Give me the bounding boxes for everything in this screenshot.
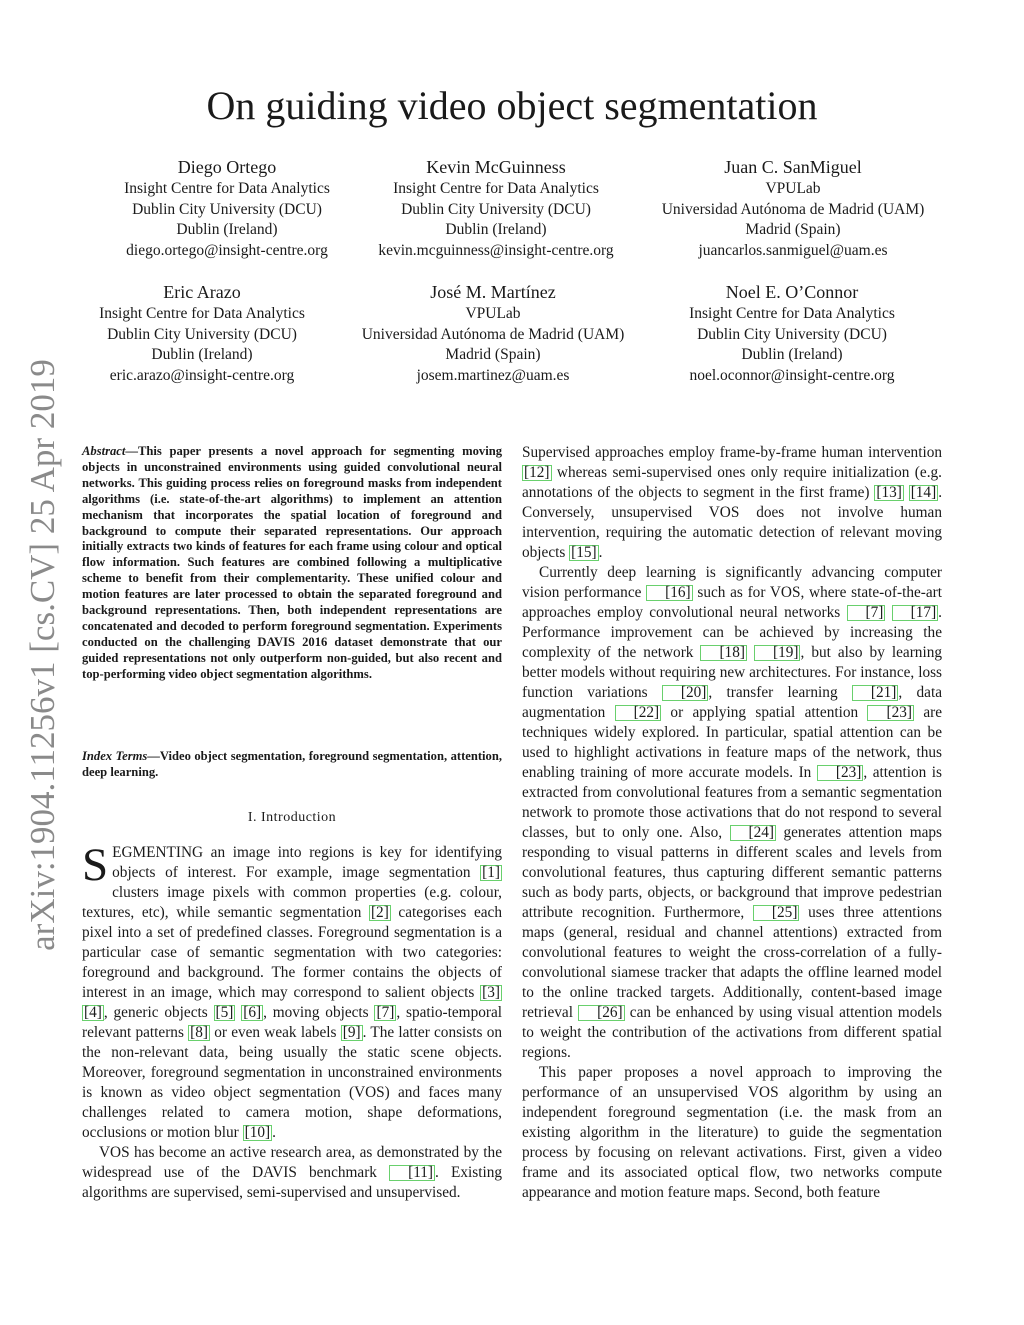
index-terms xyxy=(82,749,502,781)
text-run: , generic objects xyxy=(103,1004,214,1021)
citation-link[interactable]: [21] xyxy=(852,685,899,701)
text-run: This paper proposes a novel approach to improving the performance of an unsupervised VOS algorithm by using an independent foreground segmentation (i.e. the mask from an existing algorithm in the literature) to guide the segmentation process by focusing on relevant activations. First, given a video frame and its associated optical flow, two networks compute appearance and motion feature maps. Second, both feature xyxy=(522,1064,942,1201)
citation-link[interactable]: [9] xyxy=(342,1024,361,1041)
paragraph-body xyxy=(82,839,502,1141)
citation-link[interactable]: [12] xyxy=(524,464,550,481)
citation-link[interactable]: [14] xyxy=(910,484,937,501)
citation-link[interactable]: [26] xyxy=(578,1005,625,1021)
right-column xyxy=(522,443,942,1203)
text-run: Currently deep learning is significantly advancing computer vision performance xyxy=(522,564,942,601)
text-run: categorises each pixel into a set of predefined classes. Foreground segmentation is a particular case of semantic segmentation with two categories: foreground and background. The former contains the objects of interest in an image, which may correspond to salient objects xyxy=(82,904,502,1001)
citation-link[interactable]: [7] xyxy=(376,1004,395,1021)
author-name: Eric Arazo xyxy=(163,282,241,302)
citation-link[interactable]: [23] xyxy=(817,765,864,781)
text-run: . xyxy=(598,544,603,561)
author-location: Madrid (Spain) xyxy=(745,221,841,239)
paragraph-body xyxy=(522,444,942,561)
citation-link[interactable]: [8] xyxy=(190,1024,208,1041)
citation-link[interactable]: [2] xyxy=(370,904,389,921)
citation-link[interactable]: [22] xyxy=(615,705,662,721)
citation-link[interactable]: [6] xyxy=(243,1004,262,1021)
author-name: Diego Ortego xyxy=(177,157,277,177)
text-run: are techniques widely explored. In particular, spatial attention can be used to highlight activations in feature maps of the network, thus enabling training of more accurate models. In xyxy=(522,704,942,781)
author-block xyxy=(643,156,943,261)
author-block xyxy=(52,281,352,386)
citation-link[interactable]: [7] xyxy=(847,605,886,621)
author-name: José M. Martínez xyxy=(430,282,556,302)
text-run: VOS has become an active research area, as demonstrated by the widespread use of the DAVIS benchmark xyxy=(82,1144,502,1181)
author-affiliation: Universidad Autónoma de Madrid (UAM) xyxy=(361,325,625,343)
author-affiliation: Dublin City University (DCU) xyxy=(107,325,297,343)
author-name: Juan C. SanMiguel xyxy=(724,157,862,177)
text-run: . xyxy=(272,1124,276,1141)
drop-cap: S xyxy=(82,839,109,891)
author-email[interactable]: diego.ortego@insight-centre.org xyxy=(126,241,328,259)
text-run: , moving objects xyxy=(263,1004,375,1021)
intro-paragraph-1 xyxy=(82,839,502,1143)
text-run: clusters image pixels with common properties (e.g. colour, textures, etc), while semantic segmentation xyxy=(82,884,502,921)
paragraph-body xyxy=(522,564,942,1061)
text-run: uses three attentions maps (general, residual and channel attentions) extracted from convolutional features to weight the cross-correlation of a fully-convolutional siamese tracker that adapts the offline learned model to the online tracked targets. Additionally, content-based image retrieval xyxy=(522,904,942,1021)
author-affiliation: Dublin City University (DCU) xyxy=(132,200,322,218)
citation-link[interactable]: [11] xyxy=(389,1165,435,1181)
citation-link[interactable]: [18] xyxy=(700,645,747,661)
citation-link[interactable]: [13] xyxy=(876,484,902,501)
text-run: Supervised approaches employ frame-by-frame human intervention xyxy=(522,444,942,461)
text-run: , but also by learning better models without requiring new architectures. For instance, loss function variations xyxy=(522,644,942,701)
citation-link[interactable]: [10] xyxy=(244,1124,271,1141)
citation-link[interactable]: [3] xyxy=(482,984,500,1001)
index-terms-text: —Video object segmentation, foreground segmentation, attention, deep learning. xyxy=(82,749,502,779)
author-location: Dublin (Ireland) xyxy=(151,346,253,364)
paper-title: On guiding video object segmentation xyxy=(206,83,818,128)
citation-link[interactable]: [16] xyxy=(646,585,693,601)
index-terms-label: Index Terms xyxy=(82,749,148,763)
citation-link[interactable]: [5] xyxy=(215,1004,234,1021)
author-email[interactable]: eric.arazo@insight-centre.org xyxy=(109,366,295,384)
abstract-label: Abstract xyxy=(82,444,126,458)
author-affiliation: Insight Centre for Data Analytics xyxy=(124,180,330,197)
citation-link[interactable]: [17] xyxy=(892,605,939,621)
author-block xyxy=(77,156,377,261)
author-email[interactable]: josem.martinez@uam.es xyxy=(416,366,570,384)
text-run: can be enhanced by using visual attention models to weight the contribution of the activations from different spatial regions. xyxy=(522,1004,942,1061)
author-affiliation: VPULab xyxy=(465,305,521,322)
author-location: Dublin (Ireland) xyxy=(445,221,547,239)
author-block xyxy=(346,156,646,261)
intro-paragraph-4 xyxy=(522,563,942,1063)
author-email[interactable]: juancarlos.sanmiguel@uam.es xyxy=(698,241,888,259)
text-run: . Existing algorithms are supervised, semi-supervised and unsupervised. xyxy=(82,1164,502,1201)
text-run: , spatio-temporal relevant patterns xyxy=(82,1004,502,1041)
author-block xyxy=(343,281,643,386)
text-run: whereas semi-supervised ones only require initialization (e.g. annotations of the objects to segment in the first frame) xyxy=(522,464,942,501)
abstract-text: —This paper presents a novel approach for segmenting moving objects in unconstrained environments using guided convolutional neural networks. This guiding process relies on foreground masks from independent algorithms (i.e. state-of-the-art algorithms) to implement an attention mechanism that incorporates the spatial location of foreground and background to compute their separated representations. Our approach initially extracts two kinds of features for each frame using colour and optical flow information. Such features are combined following a multiplicative scheme to benefit from their complementarity. These unified colour and motion features are later processed to obtain the separated foreground and background representations. Then, both independent representations are concatenated and decoded to perform foreground segmentation. Experiments conducted on the challenging DAVIS 2016 dataset demonstrate that our guided representations not only outperform non-guided, but also recent and top-performing video object segmentation algorithms. xyxy=(82,444,502,681)
intro-paragraph-2 xyxy=(82,1143,502,1203)
text-run: , data augmentation xyxy=(522,684,942,721)
author-email[interactable]: kevin.mcguinness@insight-centre.org xyxy=(378,241,614,259)
citation-link[interactable]: [4] xyxy=(84,1004,102,1021)
abstract xyxy=(82,444,502,683)
author-affiliation: Dublin City University (DCU) xyxy=(401,200,591,218)
text-run: , attention is extracted from convolutional features from a semantic segmentation network to promote those activations that do not respond to several classes, but to only one. Also, xyxy=(522,764,942,841)
author-affiliation: Insight Centre for Data Analytics xyxy=(689,305,895,322)
citation-link[interactable]: [24] xyxy=(730,825,777,841)
text-run: generates attention maps responding to visual patterns in different scales and levels from convolutional features, thus capturing different semantic patterns such as body parts, objects, or background that improve pedestrian attribute recognition. Furthermore, xyxy=(522,824,942,921)
citation-link[interactable]: [20] xyxy=(662,685,709,701)
text-run: . Performance improvement can be achieved by increasing the complexity of the network xyxy=(522,604,942,661)
citation-link[interactable]: [23] xyxy=(867,705,914,721)
author-affiliation: Insight Centre for Data Analytics xyxy=(393,180,599,197)
text-run: or even weak labels xyxy=(210,1024,341,1041)
author-name: Noel E. O’Connor xyxy=(725,282,859,302)
intro-paragraph-3 xyxy=(522,443,942,563)
intro-paragraph-5 xyxy=(522,1063,942,1203)
author-affiliation: VPULab xyxy=(765,180,821,197)
author-affiliation: Dublin City University (DCU) xyxy=(697,325,887,343)
author-affiliation: Universidad Autónoma de Madrid (UAM) xyxy=(661,200,925,218)
left-column xyxy=(82,839,502,1203)
text-run xyxy=(747,644,754,661)
text-run: , transfer learning xyxy=(708,684,852,701)
citation-link[interactable]: [15] xyxy=(571,544,597,561)
text-run: EGMENTING an image into regions is key for identifying objects of interest. For example, image segmentation xyxy=(112,844,502,881)
text-run: such as for VOS, where state-of-the-art approaches employ convolutional neural networks xyxy=(522,584,942,621)
author-location: Madrid (Spain) xyxy=(445,346,541,364)
citation-link[interactable]: [25] xyxy=(753,905,800,921)
citation-link[interactable]: [1] xyxy=(482,864,500,881)
author-location: Dublin (Ireland) xyxy=(741,346,843,364)
section-heading: I. Introduction xyxy=(247,810,337,825)
text-run: . Conversely, unsupervised VOS does not involve human intervention, requiring the automatic detection of relevant moving objects xyxy=(522,484,943,561)
author-name: Kevin McGuinness xyxy=(426,157,566,177)
paragraph-body xyxy=(522,1064,942,1201)
text-run: or applying spatial attention xyxy=(661,704,868,721)
citation-link[interactable]: [19] xyxy=(754,645,801,661)
author-block xyxy=(642,281,942,386)
author-email[interactable]: noel.oconnor@insight-centre.org xyxy=(689,366,895,384)
author-affiliation: Insight Centre for Data Analytics xyxy=(99,305,305,322)
arxiv-side-identifier: arXiv:1904.11256v1 [cs.CV] 25 Apr 2019 xyxy=(23,359,62,951)
paragraph-body xyxy=(82,1144,502,1201)
text-run: . The latter consists on the non-relevant data, being usually the static scene objects. Moreover, foreground segmentation in unconstrained environments is known as video object segmentation (VOS) and faces many challenges related to camera motion, shape deformations, occlusions or motion blur xyxy=(82,1024,502,1141)
author-location: Dublin (Ireland) xyxy=(176,221,278,239)
